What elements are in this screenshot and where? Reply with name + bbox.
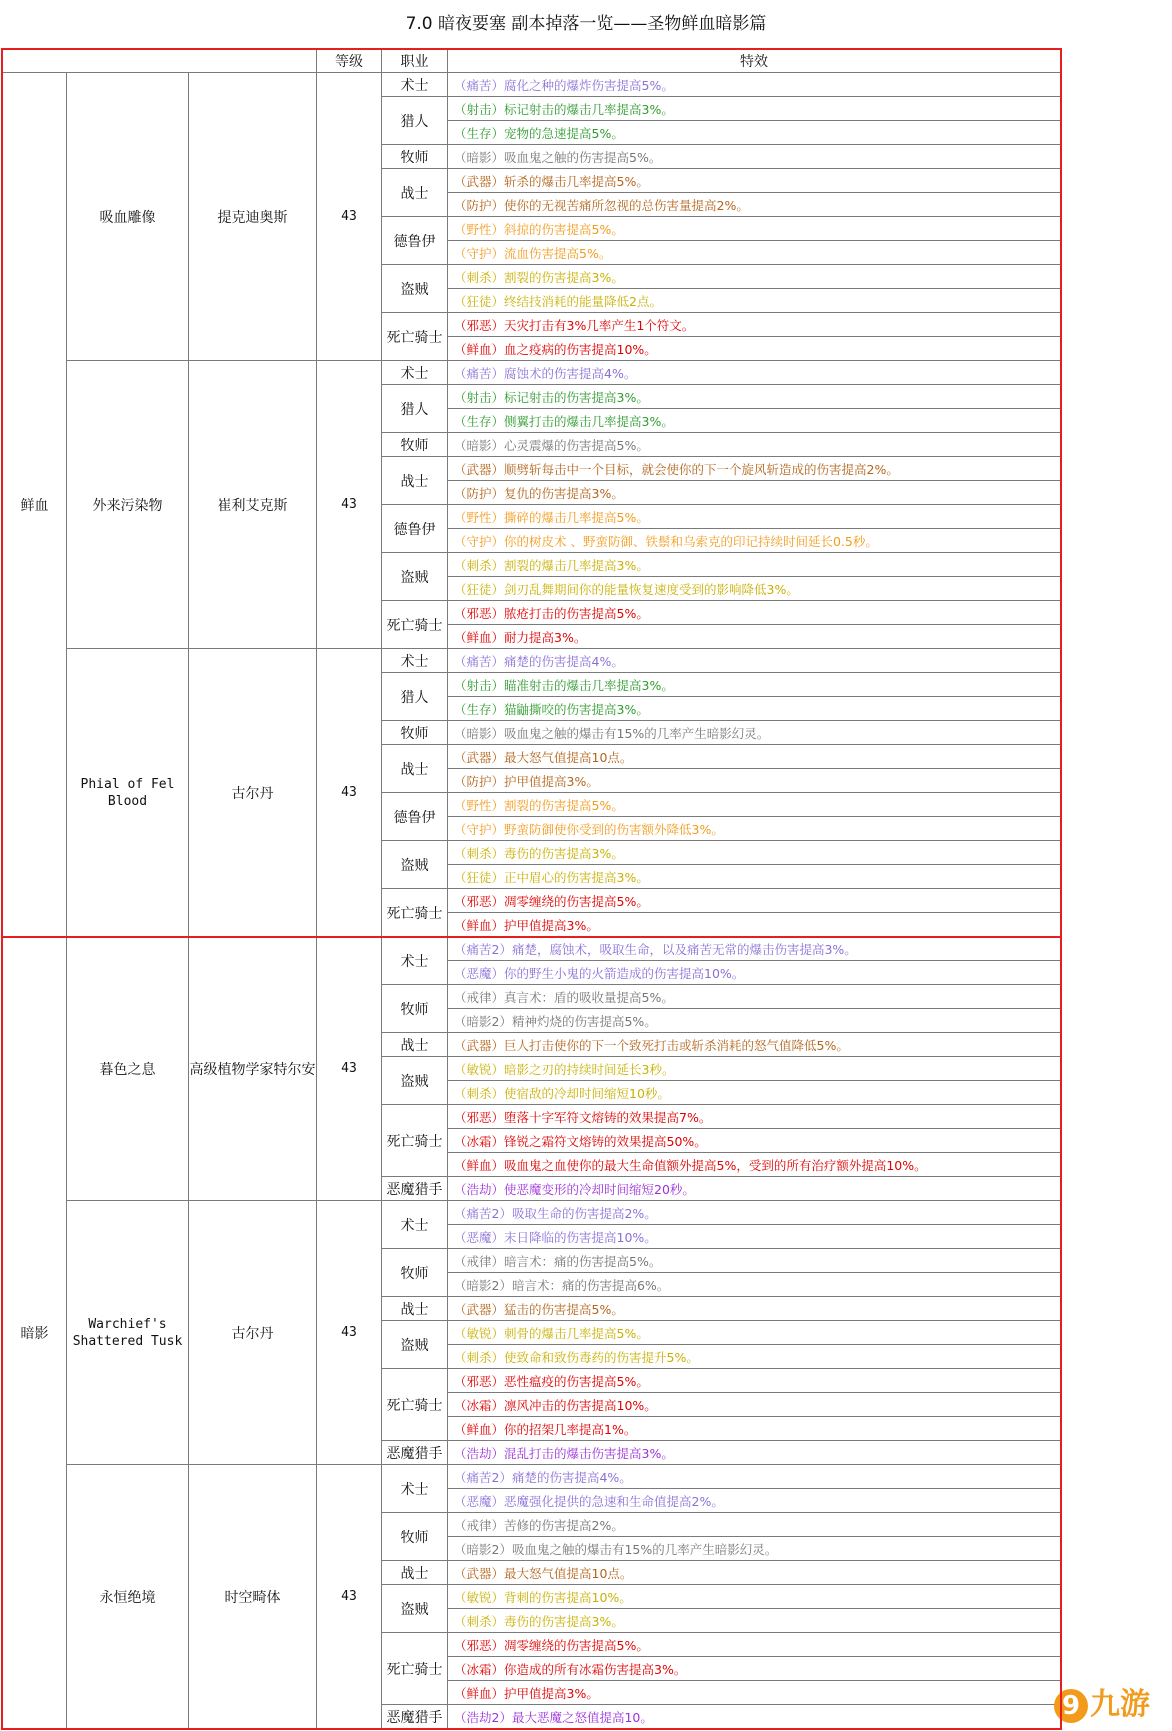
class-name: 恶魔猎手 [382,1177,448,1201]
header-level: 等级 [317,49,382,73]
class-name: 盗贼 [382,553,448,601]
effect-text: （邪恶）凋零缠绕的伤害提高5%。 [448,889,1061,913]
effect-text: （痛苦2）痛楚的伤害提高4%。 [448,1465,1061,1489]
effect-text: （敏锐）暗影之刃的持续时间延长3秒。 [448,1057,1061,1081]
boss-name: 时空畸体 [189,1465,317,1729]
relic-name: Phial of Fel Blood [67,649,189,937]
boss-name: 高级植物学家特尔安 [189,937,317,1201]
relic-name: 吸血雕像 [67,73,189,361]
effect-text: （痛苦2）痛楚，腐蚀术，吸取生命，以及痛苦无常的爆击伤害提高3%。 [448,937,1061,961]
effect-text: （暗影）心灵震爆的伤害提高5%。 [448,433,1061,457]
effect-text: （野性）撕碎的爆击几率提高5%。 [448,505,1061,529]
table-row [3,1201,1061,1225]
effect-text: （戒律）真言术：盾的吸收量提高5%。 [448,985,1061,1009]
effect-text: （武器）最大怒气值提高10点。 [448,745,1061,769]
effect-text: （生存）宠物的急速提高5%。 [448,121,1061,145]
effect-text: （邪恶）天灾打击有3%几率产生1个符文。 [448,313,1061,337]
class-name: 术士 [382,1465,448,1513]
effect-text: （刺杀）毒伤的伤害提高3%。 [448,1609,1061,1633]
effect-text: （鲜血）护甲值提高3%。 [448,1681,1061,1705]
effect-text: （暗影2）精神灼烧的伤害提高5%。 [448,1009,1061,1033]
relic-name: Warchief's Shattered Tusk [67,1201,189,1465]
effect-text: （武器）斩杀的爆击几率提高5%。 [448,169,1061,193]
class-name: 猎人 [382,673,448,721]
relic-name: 外来污染物 [67,361,189,649]
effect-text: （邪恶）脓疮打击的伤害提高5%。 [448,601,1061,625]
class-name: 德鲁伊 [382,217,448,265]
effect-text: （刺杀）使致命和致伤毒药的伤害提升5%。 [448,1345,1061,1369]
effect-text: （鲜血）你的招架几率提高1%。 [448,1417,1061,1441]
effect-text: （防护）使你的无视苦痛所忽视的总伤害量提高2%。 [448,193,1061,217]
effect-text: （守护）流血伤害提高5%。 [448,241,1061,265]
relic-name: 永恒绝境 [67,1465,189,1729]
class-name: 死亡骑士 [382,313,448,361]
watermark-logo [1054,1679,1150,1723]
class-name: 术士 [382,937,448,985]
class-name: 牧师 [382,1249,448,1297]
effect-text: （痛苦2）吸取生命的伤害提高2%。 [448,1201,1061,1225]
class-name: 牧师 [382,985,448,1033]
nine-logo-icon: 9 [1054,1689,1088,1723]
effect-text: （武器）顺劈斩每击中一个目标，就会使你的下一个旋风斩造成的伤害提高2%。 [448,457,1061,481]
class-name: 牧师 [382,433,448,457]
loot-table [2,48,1061,1729]
item-level: 43 [317,649,382,937]
table-row [3,649,1061,673]
effect-text: （射击）标记射击的爆击几率提高3%。 [448,97,1061,121]
boss-name: 提克迪奥斯 [189,73,317,361]
effect-text: （武器）猛击的伤害提高5%。 [448,1297,1061,1321]
item-level: 43 [317,73,382,361]
effect-text: （戒律）苦修的伤害提高2%。 [448,1513,1061,1537]
class-name: 死亡骑士 [382,1105,448,1177]
class-name: 牧师 [382,145,448,169]
class-name: 盗贼 [382,265,448,313]
effect-text: （守护）你的树皮术 、野蛮防御、铁鬃和乌索克的印记持续时间延长0.5秒。 [448,529,1061,553]
effect-text: （防护）复仇的伤害提高3%。 [448,481,1061,505]
effect-text: （刺杀）割裂的伤害提高3%。 [448,265,1061,289]
effect-text: （防护）护甲值提高3%。 [448,769,1061,793]
effect-text: （敏锐）背刺的伤害提高10%。 [448,1585,1061,1609]
effect-text: （恶魔）末日降临的伤害提高10%。 [448,1225,1061,1249]
class-name: 战士 [382,1033,448,1057]
effect-text: （邪恶）恶性瘟疫的伤害提高5%。 [448,1369,1061,1393]
class-name: 术士 [382,73,448,97]
effect-text: （冰霜）凛风冲击的伤害提高10%。 [448,1393,1061,1417]
header-class: 职业 [382,49,448,73]
class-name: 死亡骑士 [382,601,448,649]
effect-text: （戒律）暗言术：痛的伤害提高5%。 [448,1249,1061,1273]
relic-name: 暮色之息 [67,937,189,1201]
class-name: 盗贼 [382,841,448,889]
effect-text: （暗影2）暗言术：痛的伤害提高6%。 [448,1273,1061,1297]
effect-text: （痛苦）痛楚的伤害提高4%。 [448,649,1061,673]
class-name: 盗贼 [382,1321,448,1369]
class-name: 战士 [382,745,448,793]
effect-text: （野性）斜掠的伤害提高5%。 [448,217,1061,241]
effect-text: （鲜血）吸血鬼之血使你的最大生命值额外提高5%，受到的所有治疗额外提高10%。 [448,1153,1061,1177]
class-name: 德鲁伊 [382,793,448,841]
boss-name: 崔利艾克斯 [189,361,317,649]
class-name: 战士 [382,1561,448,1585]
effect-text: （武器）巨人打击使你的下一个致死打击或斩杀消耗的怒气值降低5%。 [448,1033,1061,1057]
effect-text: （浩劫）使恶魔变形的冷却时间缩短20秒。 [448,1177,1061,1201]
effect-text: （狂徒）终结技消耗的能量降低2点。 [448,289,1061,313]
effect-text: （暗影）吸血鬼之触的伤害提高5%。 [448,145,1061,169]
effect-text: （暗影）吸血鬼之触的爆击有15%的几率产生暗影幻灵。 [448,721,1061,745]
item-level: 43 [317,937,382,1201]
effect-text: （生存）猫鼬撕咬的伤害提高3%。 [448,697,1061,721]
class-name: 战士 [382,169,448,217]
boss-name: 古尔丹 [189,649,317,937]
effect-text: （鲜血）耐力提高3%。 [448,625,1061,649]
effect-text: （恶魔）恶魔强化提供的急速和生命值提高2%。 [448,1489,1061,1513]
effect-text: （邪恶）堕落十字军符文熔铸的效果提高7%。 [448,1105,1061,1129]
class-name: 盗贼 [382,1585,448,1633]
watermark-text: 九游 [1090,1687,1150,1722]
boss-name: 古尔丹 [189,1201,317,1465]
effect-text: （狂徒）正中眉心的伤害提高3%。 [448,865,1061,889]
effect-text: （痛苦）腐化之种的爆炸伤害提高5%。 [448,73,1061,97]
class-name: 猎人 [382,97,448,145]
table-row [3,937,1061,961]
effect-text: （痛苦）腐蚀术的伤害提高4%。 [448,361,1061,385]
effect-text: （刺杀）使宿敌的冷却时间缩短10秒。 [448,1081,1061,1105]
class-name: 牧师 [382,721,448,745]
class-name: 战士 [382,1297,448,1321]
effect-text: （鲜血）护甲值提高3%。 [448,913,1061,937]
effect-text: （刺杀）割裂的爆击几率提高3%。 [448,553,1061,577]
class-name: 死亡骑士 [382,1633,448,1705]
effect-text: （野性）割裂的伤害提高5%。 [448,793,1061,817]
effect-text: （冰霜）你造成的所有冰霜伤害提高3%。 [448,1657,1061,1681]
effect-text: （恶魔）你的野生小鬼的火箭造成的伤害提高10%。 [448,961,1061,985]
effect-text: （刺杀）毒伤的伤害提高3%。 [448,841,1061,865]
item-level: 43 [317,1465,382,1729]
table-row [3,73,1061,97]
section-name: 暗影 [3,937,67,1729]
effect-text: （武器）最大怒气值提高10点。 [448,1561,1061,1585]
section-name: 鲜血 [3,73,67,937]
effect-text: （敏锐）刺骨的爆击几率提高5%。 [448,1321,1061,1345]
class-name: 术士 [382,1201,448,1249]
header-row [3,49,1061,73]
effect-text: （射击）瞄准射击的爆击几率提高3%。 [448,673,1061,697]
table-row [3,361,1061,385]
item-level: 43 [317,361,382,649]
effect-text: （浩劫2）最大恶魔之怒值提高10。 [448,1705,1061,1729]
class-name: 德鲁伊 [382,505,448,553]
effect-text: （冰霜）锋锐之霜符文熔铸的效果提高50%。 [448,1129,1061,1153]
class-name: 术士 [382,361,448,385]
header-effect: 特效 [448,49,1061,73]
effect-text: （鲜血）血之疫病的伤害提高10%。 [448,337,1061,361]
effect-text: （暗影2）吸血鬼之触的爆击有15%的几率产生暗影幻灵。 [448,1537,1061,1561]
class-name: 死亡骑士 [382,1369,448,1441]
class-name: 恶魔猎手 [382,1705,448,1729]
class-name: 术士 [382,649,448,673]
effect-text: （守护）野蛮防御使你受到的伤害额外降低3%。 [448,817,1061,841]
class-name: 盗贼 [382,1057,448,1105]
effect-text: （浩劫）混乱打击的爆击伤害提高3%。 [448,1441,1061,1465]
effect-text: （射击）标记射击的伤害提高3%。 [448,385,1061,409]
class-name: 恶魔猎手 [382,1441,448,1465]
effect-text: （狂徒）剑刃乱舞期间你的能量恢复速度受到的影响降低3%。 [448,577,1061,601]
class-name: 死亡骑士 [382,889,448,937]
table-row [3,1465,1061,1489]
class-name: 战士 [382,457,448,505]
item-level: 43 [317,1201,382,1465]
class-name: 猎人 [382,385,448,433]
effect-text: （生存）侧翼打击的爆击几率提高3%。 [448,409,1061,433]
page-title: 7.0 暗夜要塞 副本掉落一览——圣物鲜血暗影篇 [405,14,767,34]
class-name: 牧师 [382,1513,448,1561]
header-blank [3,49,317,73]
effect-text: （邪恶）凋零缠绕的伤害提高5%。 [448,1633,1061,1657]
